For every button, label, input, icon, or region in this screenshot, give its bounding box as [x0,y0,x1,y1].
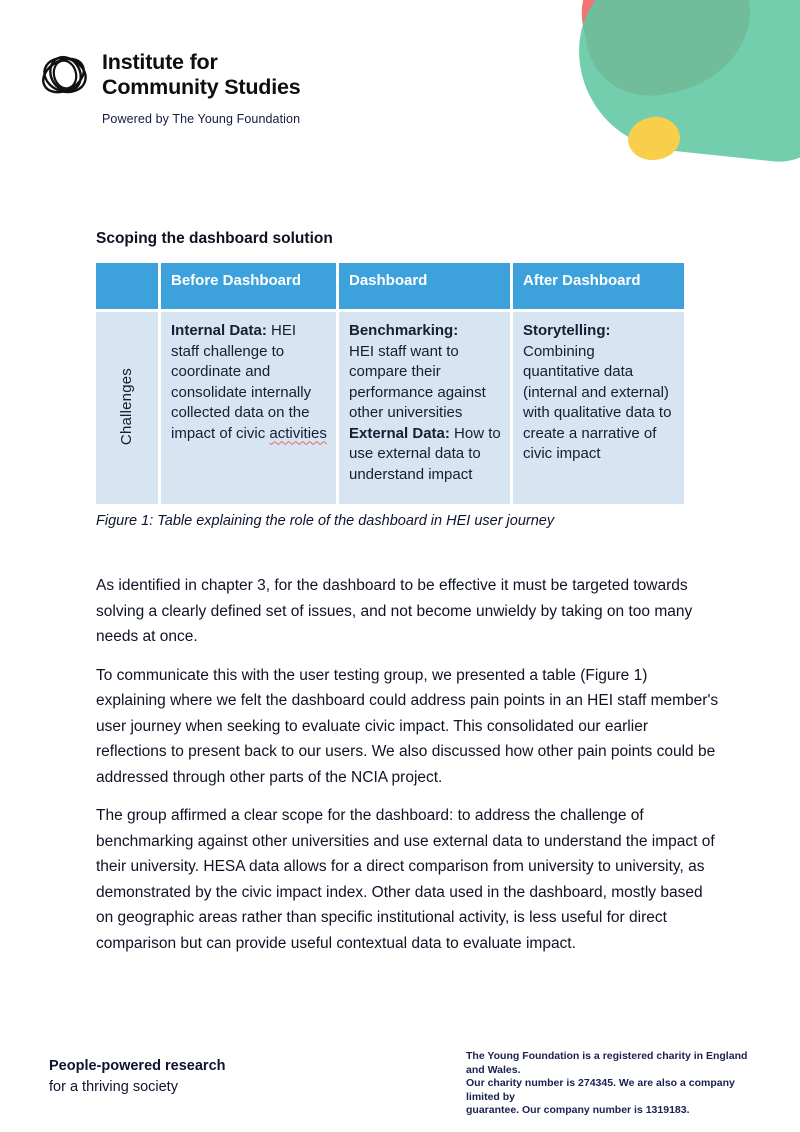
table-cell-before-dashboard: Internal Data: HEI staff challenge to coordinate and consolidate internally collected data on the impact of civic activities [161,312,336,504]
logo-title-line2: Community Studies [102,75,301,99]
table-cell-after-dashboard: Storytelling: Combining quantitative data (internal and external) with qualitative data to create a narrative of civic impact [513,312,684,504]
paragraph-1: As identified in chapter 3, for the dashboard to be effective it must be targeted towards solving a clearly defined set of issues, and not become unwieldy by taking on too many needs at once. [96,577,693,645]
logo-wordmark [102,44,300,100]
table-corner-cell [96,263,158,309]
footer-tagline-rest: for a thriving society [49,1079,178,1095]
table-header-before-dashboard: Before Dashboard [161,263,336,309]
scribble-circle-logo-icon [35,44,95,106]
logo-title-line1: Institute for [102,50,218,74]
footer-legal-line3: guarantee. Our company number is 1319183. [466,1104,690,1116]
footer-legal [466,1050,766,1118]
footer-legal-line1: The Young Foundation is a registered charity in England and Wales. [466,1050,748,1076]
decor-green-blob [569,0,800,167]
row-label-challenges: Challenges [118,367,136,446]
table-cell-dashboard: Benchmarking: HEI staff want to compare their performance against other universities External Data: How to use external data to understand impact [339,312,510,504]
footer-tagline-bold: People-powered research [49,1058,226,1074]
figure1-caption: Figure 1: Table explaining the role of the dashboard in HEI user journey [96,513,555,529]
table-header-after-dashboard: After Dashboard [513,263,684,309]
section-heading: Scoping the dashboard solution [96,230,333,247]
paragraph-2: To communicate this with the user testing group, we presented a table (Figure 1) explaining where we felt the dashboard could address pain points in an HEI staff member's user journey when seeking to evaluate civic impact. This consolidated our earlier reflections to present back to our users. We also discussed how other pain points could be addressed through other parts of the NCIA project. [96,666,719,786]
logo-tagline: Powered by The Young Foundation [102,112,301,126]
footer-legal-line2: Our charity number is 274345. We are also a company limited by [466,1077,735,1103]
footer-tagline [49,1056,226,1098]
body-copy [96,573,720,956]
org-logo [35,44,300,126]
figure1-table [96,263,684,504]
table-header-dashboard: Dashboard [339,263,510,309]
table-row-label-cell [96,312,158,504]
main-content [96,230,720,969]
paragraph-3: The group affirmed a clear scope for the dashboard: to address the challenge of benchmarking against other universities and use external data to understand the impact of their university. HESA data allows for a direct comparison from university to university, as demonstrated by the civic impact index. Other data used in the dashboard, mostly based on geographic areas rather than specific institutional activity, is less useful for direct comparison but can provide useful contextual data to evaluate impact. [96,807,715,952]
